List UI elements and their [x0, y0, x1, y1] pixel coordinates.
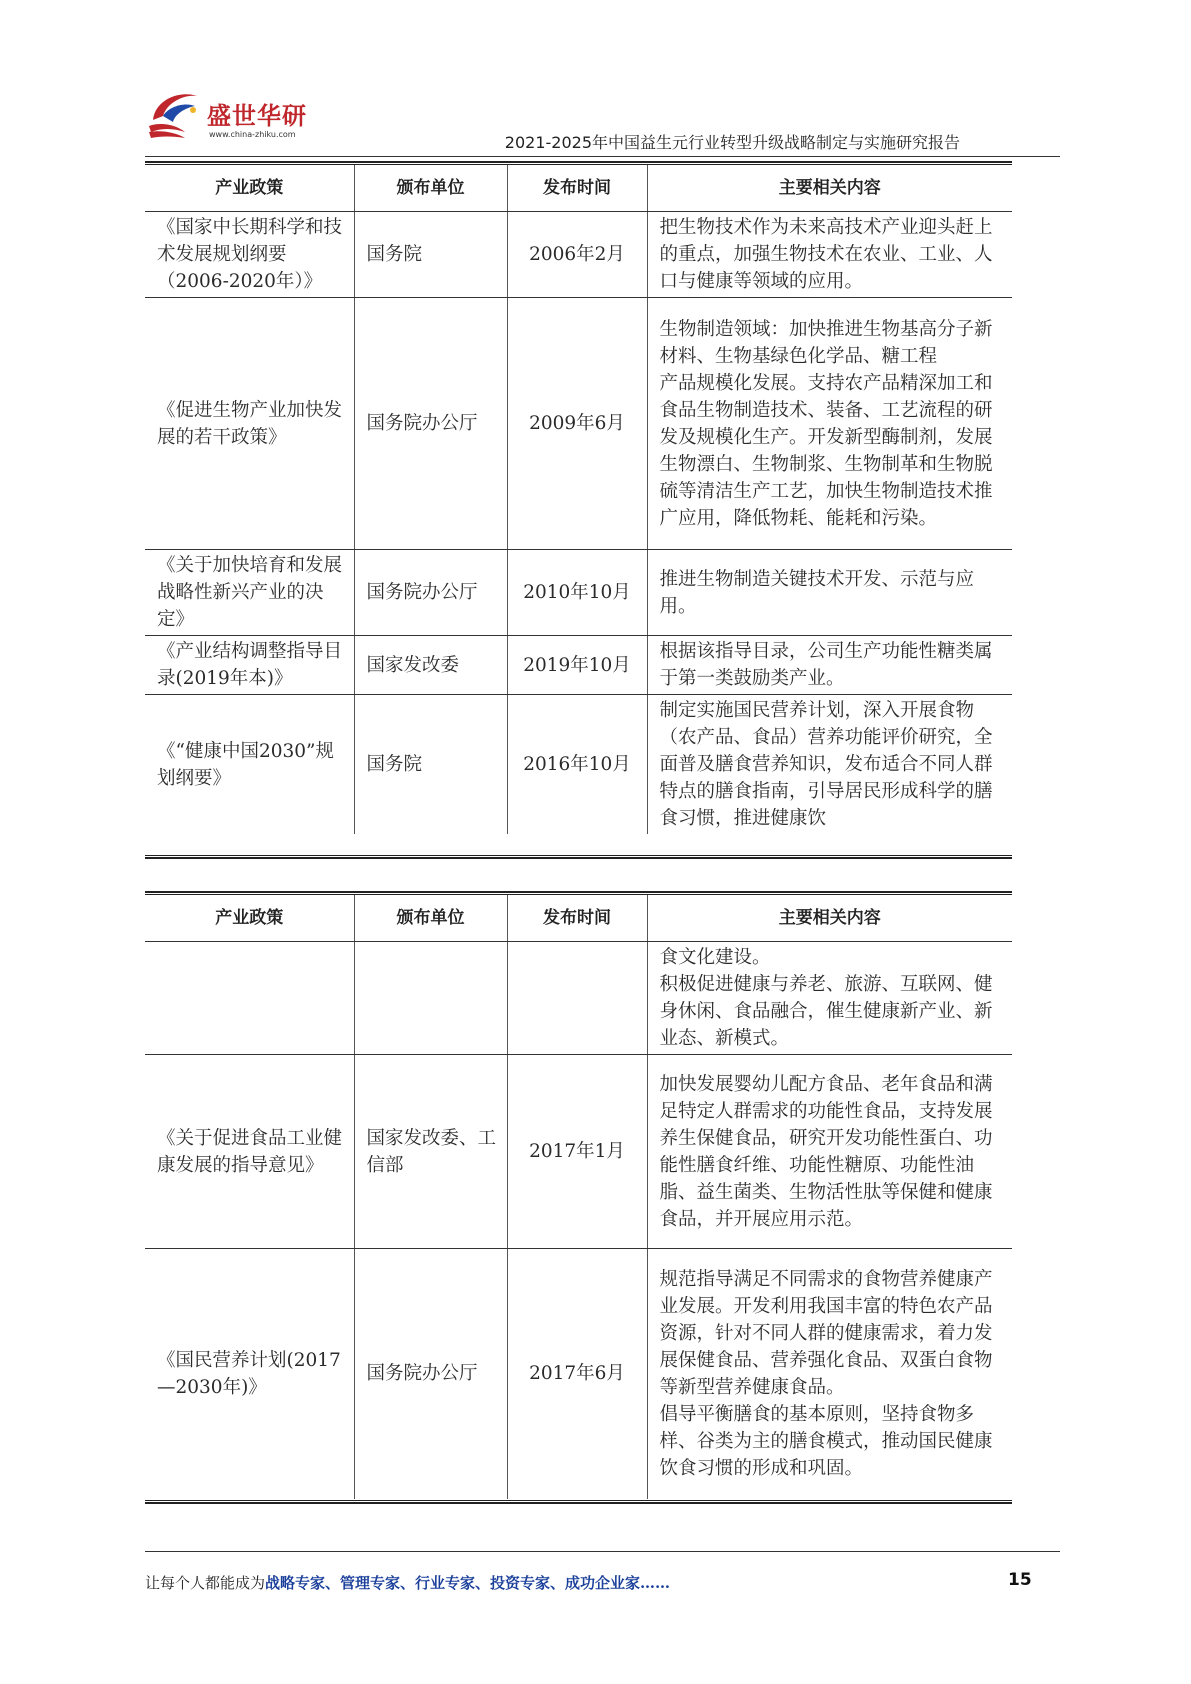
slogan-highlight: 战略专家、管理专家、行业专家、投资专家、成功企业家……: [265, 1574, 671, 1592]
page-number: 15: [1008, 1570, 1032, 1590]
footer-slogan: [145, 1572, 670, 1593]
table1-bottom-rule: [145, 855, 1012, 859]
footer-divider: [145, 1551, 1060, 1552]
policy-name: 《关于加快培育和发展战略性新兴产业的决定》: [145, 550, 354, 636]
policy-name: 《促进生物产业加快发展的若干政策》: [145, 298, 354, 550]
policy-content: 加快发展婴幼儿配方食品、老年食品和满足特定人群需求的功能性食品，支持发展养生保健食品，研究开发功能性蛋白、功能性膳食纤维、功能性糖原、功能性油脂、益生菌类、生物活性肽等保健和健康食品，并开展应用示范。: [647, 1055, 1012, 1249]
release-date: 2006年2月: [507, 212, 647, 298]
report-title: 2021-2025年中国益生元行业转型升级战略制定与实施研究报告: [504, 133, 960, 152]
logo-name: 盛世华研: [207, 102, 307, 130]
column-header-date: 发布时间: [507, 895, 647, 942]
policy-content: 食文化建设。 积极促进健康与养老、旅游、互联网、健身休闲、食品融合，催生健康新产业、新业态、新模式。: [647, 942, 1012, 1055]
release-date: 2016年10月: [507, 695, 647, 835]
policy-table-2: [145, 895, 1012, 1499]
issuing-body: [354, 942, 507, 1055]
slogan-prefix: 让每个人都能成为: [145, 1574, 266, 1592]
table-row: [145, 695, 1012, 835]
issuing-body: 国务院办公厅: [354, 298, 507, 550]
company-logo: [145, 86, 320, 148]
release-date: 2010年10月: [507, 550, 647, 636]
issuing-body: 国务院办公厅: [354, 550, 507, 636]
policy-content: 根据该指导目录，公司生产功能性糖类属于第一类鼓励类产业。: [647, 636, 1012, 695]
table-row: [145, 942, 1012, 1055]
logo-mark-icon: [145, 86, 207, 146]
column-header-issuer: 颁布单位: [354, 165, 507, 212]
issuing-body: 国家发改委、工信部: [354, 1055, 507, 1249]
policy-name: 《产业结构调整指导目录(2019年本)》: [145, 636, 354, 695]
policy-name: 《“健康中国2030”规划纲要》: [145, 695, 354, 835]
column-header-issuer: 颁布单位: [354, 895, 507, 942]
issuing-body: 国务院: [354, 695, 507, 835]
policy-name: [145, 942, 354, 1055]
column-header-date: 发布时间: [507, 165, 647, 212]
column-header-content: 主要相关内容: [647, 895, 1012, 942]
table2-bottom-rule: [145, 1500, 1012, 1504]
header-divider: [145, 156, 1060, 157]
release-date: 2019年10月: [507, 636, 647, 695]
issuing-body: 国务院: [354, 212, 507, 298]
policy-content: 推进生物制造关键技术开发、示范与应用。: [647, 550, 1012, 636]
policy-name: 《关于促进食品工业健康发展的指导意见》: [145, 1055, 354, 1249]
table-row: [145, 550, 1012, 636]
table-row: [145, 212, 1012, 298]
column-header-content: 主要相关内容: [647, 165, 1012, 212]
policy-content: 规范指导满足不同需求的食物营养健康产业发展。开发利用我国丰富的特色农产品资源，针对不同人群的健康需求，着力发展保健食品、营养强化食品、双蛋白食物等新型营养健康食品。 倡导平衡膳食的基本原则，坚持食物多样、谷类为主的膳食模式，推动国民健康饮食习惯的形成和巩固。: [647, 1249, 1012, 1499]
release-date: [507, 942, 647, 1055]
column-header-policy: 产业政策: [145, 165, 354, 212]
table-row: [145, 636, 1012, 695]
table-header-row: [145, 895, 1012, 942]
table-header-row: [145, 165, 1012, 212]
policy-content: 生物制造领域：加快推进生物基高分子新材料、生物基绿色化学品、糖工程 产品规模化发展。支持农产品精深加工和食品生物制造技术、装备、工艺流程的研发及规模化生产。开发新型酶制剂，发展生物漂白、生物制浆、生物制革和生物脱硫等清洁生产工艺，加快生物制造技术推广应用，降低物耗、能耗和污染。: [647, 298, 1012, 550]
policy-content: 把生物技术作为未来高技术产业迎头赶上的重点，加强生物技术在农业、工业、人口与健康等领域的应用。: [647, 212, 1012, 298]
table-row: [145, 298, 1012, 550]
logo-url: www.china-zhiku.com: [209, 130, 296, 139]
policy-name: 《国家中长期科学和技术发展规划纲要（2006-2020年）》: [145, 212, 354, 298]
column-header-policy: 产业政策: [145, 895, 354, 942]
issuing-body: 国家发改委: [354, 636, 507, 695]
release-date: 2017年1月: [507, 1055, 647, 1249]
policy-name: 《国民营养计划(2017—2030年)》: [145, 1249, 354, 1499]
release-date: 2017年6月: [507, 1249, 647, 1499]
table-row: [145, 1055, 1012, 1249]
policy-content: 制定实施国民营养计划，深入开展食物（农产品、食品）营养功能评价研究，全面普及膳食营养知识，发布适合不同人群特点的膳食指南，引导居民形成科学的膳食习惯，推进健康饮: [647, 695, 1012, 835]
policy-table-1: [145, 165, 1012, 834]
table-row: [145, 1249, 1012, 1499]
release-date: 2009年6月: [507, 298, 647, 550]
issuing-body: 国务院办公厅: [354, 1249, 507, 1499]
